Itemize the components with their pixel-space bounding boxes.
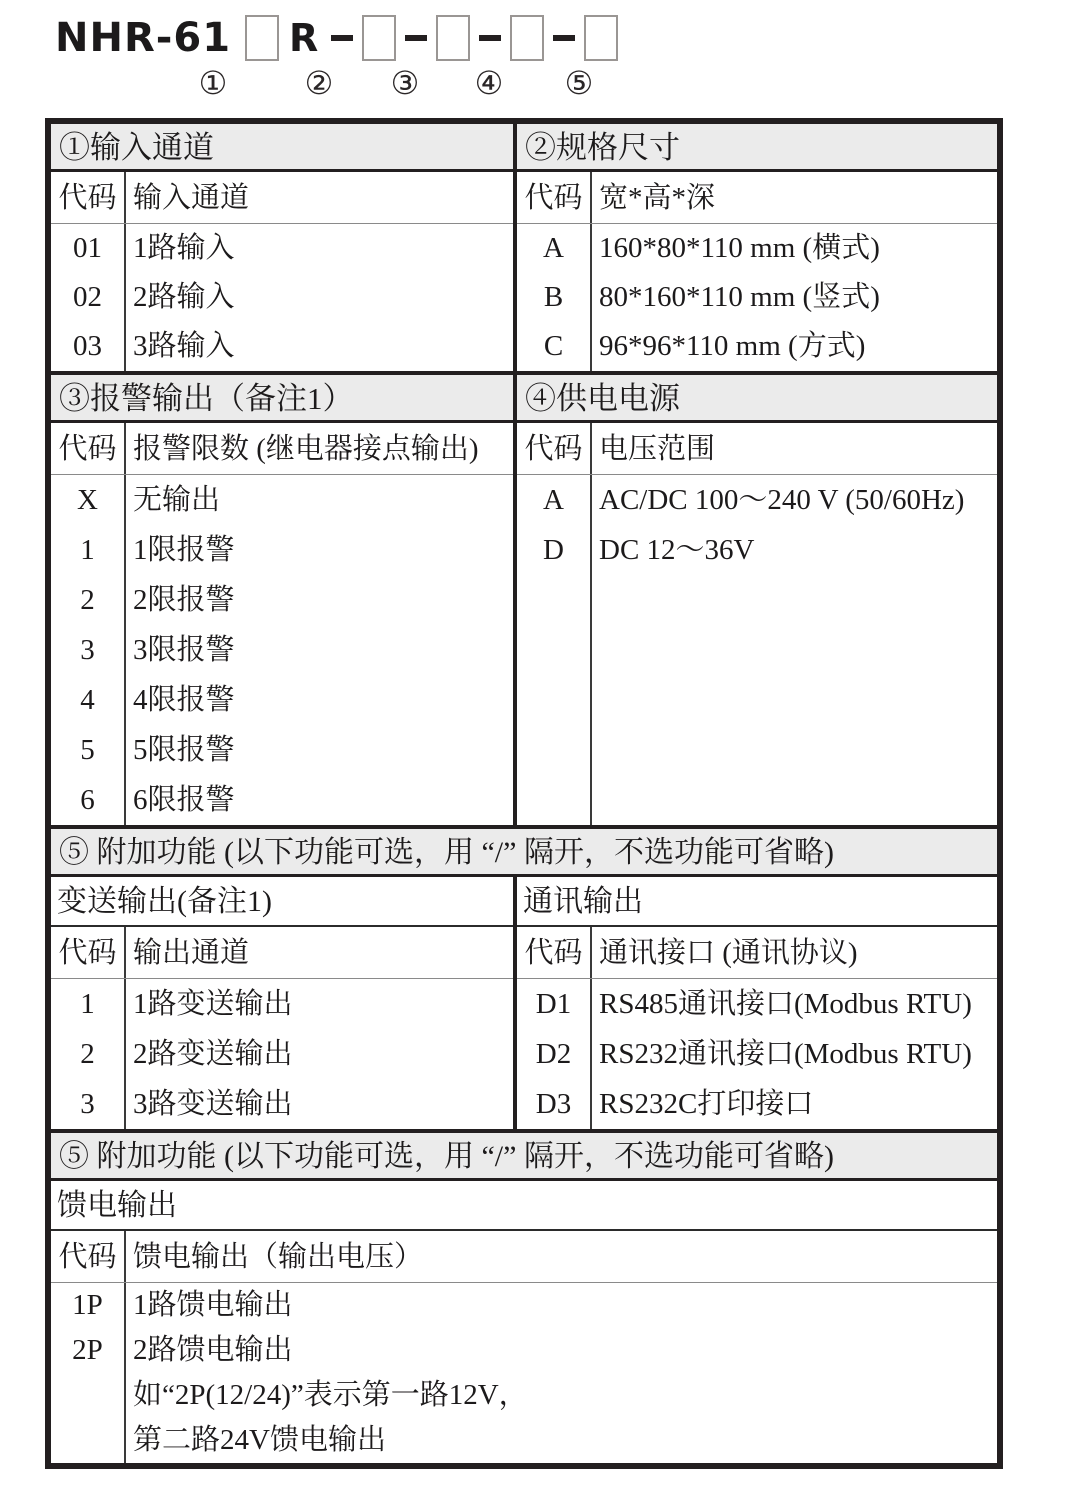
section-title: ①输入通道 bbox=[51, 124, 513, 172]
desc-cell: 3限报警 bbox=[133, 634, 235, 666]
ordering-table bbox=[45, 118, 1003, 1469]
code-cell: 3 bbox=[80, 1088, 95, 1120]
band-input-size bbox=[51, 124, 997, 375]
desc-column-header: 通讯接口 (通讯协议) bbox=[599, 937, 858, 969]
desc-cell: 2路变送输出 bbox=[133, 1038, 293, 1070]
desc-cell: 3路输入 bbox=[133, 330, 235, 362]
subsection-title: 通讯输出 bbox=[517, 877, 997, 927]
code-column-header: 代码 bbox=[517, 423, 592, 474]
column-header-row bbox=[517, 172, 997, 224]
section-communication-output bbox=[517, 877, 997, 1129]
desc-column-header: 输出通道 bbox=[133, 937, 250, 969]
data-block bbox=[51, 1283, 997, 1463]
column-header-row bbox=[51, 1231, 997, 1283]
data-block bbox=[51, 475, 513, 825]
desc-cell: RS232通讯接口(Modbus RTU) bbox=[599, 1038, 972, 1070]
dash-separator bbox=[405, 35, 427, 41]
desc-cell: 6限报警 bbox=[133, 784, 235, 816]
column-header-row bbox=[51, 927, 513, 979]
section-dimensions bbox=[517, 124, 997, 371]
section-input-channels bbox=[51, 124, 517, 371]
field-number-4: ④ bbox=[474, 65, 504, 101]
code-cell: A bbox=[543, 232, 564, 264]
code-cell: 5 bbox=[80, 734, 95, 766]
code-column-header: 代码 bbox=[51, 172, 126, 223]
data-block bbox=[517, 475, 997, 825]
dash-separator bbox=[479, 35, 501, 41]
desc-cell: 4限报警 bbox=[133, 684, 235, 716]
desc-column-header: 输入通道 bbox=[133, 182, 250, 214]
model-placeholder-box-1 bbox=[245, 15, 279, 61]
section-power-supply bbox=[517, 375, 997, 825]
column-header-row bbox=[51, 423, 513, 475]
code-cell: 2 bbox=[80, 1038, 95, 1070]
desc-cell: AC/DC 100～240 V (50/60Hz) bbox=[599, 484, 965, 516]
desc-column-header: 馈电输出（输出电压） bbox=[133, 1241, 424, 1273]
desc-column-header: 报警限数 (继电器接点输出) bbox=[133, 433, 479, 465]
code-cell: 03 bbox=[73, 330, 102, 362]
desc-column-header: 宽*高*深 bbox=[599, 182, 716, 214]
desc-cell: 5限报警 bbox=[133, 734, 235, 766]
desc-cell: 3路变送输出 bbox=[133, 1088, 293, 1120]
desc-cell: 2限报警 bbox=[133, 584, 235, 616]
desc-cell: RS232C打印接口 bbox=[599, 1088, 814, 1120]
desc-cell: 2路馈电输出 bbox=[133, 1334, 293, 1366]
desc-cell: 80*160*110 mm (竖式) bbox=[599, 281, 880, 313]
code-cell bbox=[51, 1418, 124, 1463]
desc-cell: 160*80*110 mm (横式) bbox=[599, 232, 880, 264]
code-column-header: 代码 bbox=[51, 423, 126, 474]
desc-cell: 1路变送输出 bbox=[133, 988, 293, 1020]
data-block bbox=[51, 224, 513, 371]
code-cell: D2 bbox=[535, 1038, 572, 1070]
section-alarm-output bbox=[51, 375, 517, 825]
desc-cell: 2路输入 bbox=[133, 281, 235, 313]
section-title: ②规格尺寸 bbox=[517, 124, 997, 172]
desc-cell: 96*96*110 mm (方式) bbox=[599, 330, 866, 362]
field-number-1: ① bbox=[198, 65, 228, 101]
code-cell: 4 bbox=[80, 684, 95, 716]
desc-cell: 1路馈电输出 bbox=[133, 1289, 293, 1321]
desc-cell: 第二路24V馈电输出 bbox=[133, 1424, 386, 1456]
field-number-3: ③ bbox=[390, 65, 420, 101]
field-number-2: ② bbox=[304, 65, 334, 101]
dash-separator bbox=[331, 35, 353, 41]
addon-section-title: ⑤ 附加功能 (以下功能可选，用 “/” 隔开，不选功能可省略) bbox=[51, 1133, 997, 1181]
code-cell: 6 bbox=[80, 784, 95, 816]
code-cell: 1 bbox=[80, 988, 95, 1020]
subsection-title: 变送输出(备注1) bbox=[51, 877, 513, 927]
desc-column-header: 电压范围 bbox=[599, 433, 716, 465]
column-header-row bbox=[517, 927, 997, 979]
desc-cell: 1路输入 bbox=[133, 232, 235, 264]
code-column-header: 代码 bbox=[51, 1231, 126, 1282]
model-prefix: NHR-61 bbox=[55, 15, 232, 61]
subsection-title: 馈电输出 bbox=[51, 1181, 997, 1231]
code-cell: 3 bbox=[80, 634, 95, 666]
field-number-5: ⑤ bbox=[564, 65, 594, 101]
code-cell: A bbox=[543, 484, 564, 516]
code-cell: X bbox=[77, 484, 98, 516]
data-block bbox=[517, 224, 997, 371]
desc-cell: 如“2P(12/24)”表示第一路12V， bbox=[133, 1379, 528, 1411]
column-header-row bbox=[517, 423, 997, 475]
model-placeholder-box-4 bbox=[510, 15, 544, 61]
column-header-row bbox=[51, 172, 513, 224]
addon-section-title: ⑤ 附加功能 (以下功能可选，用 “/” 隔开，不选功能可省略) bbox=[51, 829, 997, 877]
code-cell: C bbox=[543, 330, 564, 362]
code-cell: D1 bbox=[535, 988, 572, 1020]
code-column-header: 代码 bbox=[51, 927, 126, 978]
code-cell: 1 bbox=[80, 534, 95, 566]
desc-cell: DC 12～36V bbox=[599, 534, 755, 566]
code-cell bbox=[51, 1373, 124, 1418]
data-block bbox=[517, 979, 997, 1129]
section-transmit-output bbox=[51, 877, 517, 1129]
code-cell: 02 bbox=[73, 281, 102, 313]
model-code-line bbox=[55, 12, 618, 64]
section-title: ③报警输出（备注1） bbox=[51, 375, 513, 423]
data-block bbox=[51, 979, 513, 1129]
code-cell: B bbox=[543, 281, 564, 313]
band-addon-1 bbox=[51, 829, 997, 1133]
band-addon-2 bbox=[51, 1133, 997, 1463]
desc-cell: 无输出 bbox=[133, 484, 221, 516]
section-title: ④供电电源 bbox=[517, 375, 997, 423]
band-alarm-power bbox=[51, 375, 997, 829]
code-cell: 1P bbox=[72, 1289, 103, 1321]
desc-cell: RS485通讯接口(Modbus RTU) bbox=[599, 988, 972, 1020]
model-letter-r: R bbox=[289, 16, 319, 60]
model-placeholder-box-2 bbox=[362, 15, 396, 61]
field-number-row bbox=[0, 64, 1080, 104]
model-placeholder-box-3 bbox=[436, 15, 470, 61]
code-column-header: 代码 bbox=[517, 172, 592, 223]
code-column-header: 代码 bbox=[517, 927, 592, 978]
code-cell: 2P bbox=[72, 1334, 103, 1366]
dash-separator bbox=[553, 35, 575, 41]
code-cell: D3 bbox=[535, 1088, 572, 1120]
desc-cell: 1限报警 bbox=[133, 534, 235, 566]
code-cell: D bbox=[543, 534, 564, 566]
code-cell: 2 bbox=[80, 584, 95, 616]
model-placeholder-box-5 bbox=[584, 15, 618, 61]
code-cell: 01 bbox=[73, 232, 102, 264]
